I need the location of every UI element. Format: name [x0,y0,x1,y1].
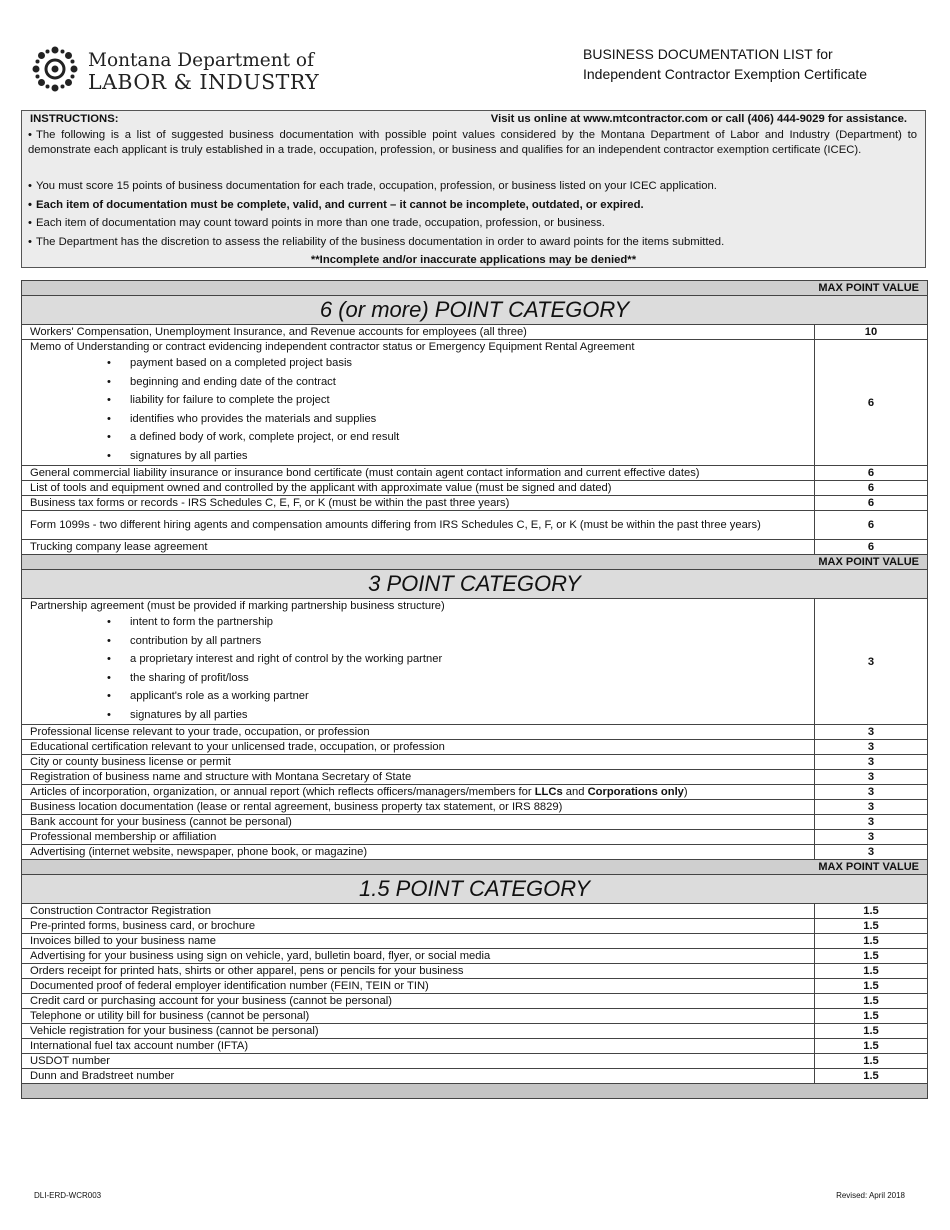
title-line-2: Independent Contractor Exemption Certificate [583,66,868,82]
item-text: General commercial liability insurance or insurance bond certificate (must contain agent contact information and current effective dates) [22,466,815,481]
table-row [22,800,928,815]
instruction-bullet: • Each item of documentation must be complete, valid, and current – it cannot be incomplete, outdated, or expired. [28,199,644,211]
point-value: 6 [815,511,928,540]
category-title: 1.5 POINT CATEGORY [22,875,928,904]
instruction-bullet: • The Department has the discretion to assess the reliability of the business documentation in order to award points for the items submitted. [28,236,725,248]
item-text: Memo of Understanding or contract evidencing independent contractor status or Emergency Equipment Rental Agreement [30,341,635,353]
table-row [22,1024,928,1039]
item-text: Business location documentation (lease or rental agreement, business property tax statement, or IRS 8829) [22,800,815,815]
table-row [22,496,928,511]
point-value: 1.5 [815,1009,928,1024]
item-text: International fuel tax account number (IFTA) [22,1039,815,1054]
item-text: Documented proof of federal employer identification number (FEIN, TEIN or TIN) [22,979,815,994]
point-value: 1.5 [815,934,928,949]
item-text: Professional membership or affiliation [22,830,815,845]
instructions-box [21,110,926,268]
item-text: Pre-printed forms, business card, or brochure [22,919,815,934]
table-row [22,979,928,994]
max-point-label: MAX POINT VALUE [22,281,928,296]
logo-line-2: LABOR & INDUSTRY [88,70,320,94]
table-row [22,994,928,1009]
list-item: • a defined body of work, complete project, or end result [130,428,806,447]
item-text: Registration of business name and structure with Montana Secretary of State [22,770,815,785]
point-value: 1.5 [815,1054,928,1069]
point-value: 3 [815,755,928,770]
list-item: • intent to form the partnership [130,613,806,632]
table-row [22,340,928,466]
list-item: • signatures by all parties [130,447,806,466]
point-value: 3 [815,815,928,830]
list-item: • liability for failure to complete the project [130,391,806,410]
list-item: • contribution by all partners [130,632,806,651]
item-text: Business tax forms or records - IRS Schedules C, E, F, or K (must be within the past three years) [22,496,815,511]
category-title: 3 POINT CATEGORY [22,570,928,599]
instruction-bullet: • The following is a list of suggested business documentation with possible point values considered by the Montana Department of Labor and Industry (Department) to demonstrate each applicant is truly established in a trade, occupation, profession, or business and qualifies for an independent contractor exemption certificate (ICEC). [28,129,917,156]
list-item: • payment based on a completed project basis [130,354,806,373]
contact-info: Visit us online at www.mtcontractor.com or call (406) 444-9029 for assistance. [490,113,907,125]
table-row [22,325,928,340]
table-row [22,815,928,830]
point-value: 6 [815,481,928,496]
point-value: 3 [815,740,928,755]
point-value: 1.5 [815,1069,928,1084]
list-item: • a proprietary interest and right of control by the working partner [130,650,806,669]
table-row [22,540,928,555]
point-value: 1.5 [815,919,928,934]
item-text: Advertising for your business using sign on vehicle, yard, bulletin board, flyer, or social media [22,949,815,964]
item-text: USDOT number [22,1054,815,1069]
list-item: • the sharing of profit/loss [130,669,806,688]
footer-bar [22,1084,928,1099]
llcs-text: LLCs [534,786,563,798]
form-number: DLI-ERD-WCR003 [34,1191,102,1200]
point-value: 1.5 [815,949,928,964]
max-point-label: MAX POINT VALUE [22,860,928,875]
list-item: • beginning and ending date of the contract [130,373,806,392]
table-row [22,845,928,860]
table-row [22,964,928,979]
instruction-bullet: • Each item of documentation may count toward points in more than one trade, occupation, profession, or business. [28,217,605,229]
max-point-header [22,281,928,296]
table-row [22,934,928,949]
point-value: 1.5 [815,904,928,919]
instruction-bullet: • You must score 15 points of business documentation for each trade, occupation, profession, or business listed on your ICEC application. [28,180,717,192]
item-text: Educational certification relevant to your unlicensed trade, occupation, or profession [22,740,815,755]
list-item: • applicant's role as a working partner [130,687,806,706]
point-value: 6 [815,496,928,511]
max-point-header [22,555,928,570]
table-row [22,1009,928,1024]
item-text: Professional license relevant to your trade, occupation, or profession [22,725,815,740]
item-text: Vehicle registration for your business (cannot be personal) [22,1024,815,1039]
point-value: 3 [815,770,928,785]
sub-bullet-list [30,354,806,465]
category-header [22,570,928,599]
table-row [22,904,928,919]
table-footer-bar [22,1084,928,1099]
document-title [583,44,867,84]
point-value: 1.5 [815,964,928,979]
list-item: • signatures by all parties [130,706,806,725]
point-value: 3 [815,785,928,800]
instructions-label: INSTRUCTIONS: [30,113,119,125]
item-text: Invoices billed to your business name [22,934,815,949]
table-row [22,481,928,496]
item-text: Advertising (internet website, newspaper, phone book, or magazine) [22,845,815,860]
point-value: 6 [815,466,928,481]
point-value: 6 [815,540,928,555]
point-value: 3 [815,599,928,725]
list-item: • identifies who provides the materials and supplies [130,410,806,429]
table-row [22,511,928,540]
table-row [22,1054,928,1069]
category-title: 6 (or more) POINT CATEGORY [22,296,928,325]
max-point-header [22,860,928,875]
item-text: Dunn and Bradstreet number [22,1069,815,1084]
item-text: Construction Contractor Registration [22,904,815,919]
item-text: Orders receipt for printed hats, shirts or other apparel, pens or pencils for your business [22,964,815,979]
table-row [22,949,928,964]
revision-date: Revised: April 2018 [836,1191,905,1200]
max-point-label: MAX POINT VALUE [22,555,928,570]
point-value: 6 [815,340,928,466]
category-header [22,296,928,325]
point-value: 1.5 [815,1039,928,1054]
point-value: 10 [815,325,928,340]
table-row [22,725,928,740]
sub-bullet-list [30,613,806,724]
point-value: 1.5 [815,979,928,994]
point-value: 3 [815,830,928,845]
logo-line-1: Montana Department of [88,50,314,71]
close-paren: ) [683,786,688,798]
table-row [22,919,928,934]
table-row [22,830,928,845]
title-line-1: BUSINESS DOCUMENTATION LIST for [583,46,833,62]
warning-text: **Incomplete and/or inaccurate applications may be denied** [310,254,637,266]
table-row [22,599,928,725]
item-text: Telephone or utility bill for business (cannot be personal) [22,1009,815,1024]
item-text: Workers' Compensation, Unemployment Insurance, and Revenue accounts for employees (all three) [22,325,815,340]
documentation-table [21,280,928,1099]
point-value: 3 [815,725,928,740]
table-row [22,466,928,481]
point-value: 3 [815,800,928,815]
table-row [22,740,928,755]
item-text: Bank account for your business (cannot be personal) [22,815,815,830]
corporations-text: Corporations only [587,786,684,798]
point-value: 1.5 [815,1024,928,1039]
table-row [22,1039,928,1054]
point-value: 1.5 [815,994,928,1009]
point-value: 3 [815,845,928,860]
item-text: Credit card or purchasing account for your business (cannot be personal) [22,994,815,1009]
item-text: Trucking company lease agreement [22,540,815,555]
item-text [22,785,815,800]
table-row [22,770,928,785]
articles-text: Articles of incorporation, organization, or annual report (which reflects officers/managers/members for [30,786,535,798]
table-row [22,1069,928,1084]
table-row [22,785,928,800]
table-row [22,755,928,770]
item-text: City or county business license or permit [22,755,815,770]
item-text: Form 1099s - two different hiring agents and compensation amounts differing from IRS Schedules C, E, F, or K (must be within the past three years) [22,511,815,540]
item-text: Partnership agreement (must be provided if marking partnership business structure) [30,600,445,612]
and-text: and [562,786,588,798]
item-text: List of tools and equipment owned and controlled by the applicant with approximate value (must be signed and dated) [22,481,815,496]
category-header [22,875,928,904]
seal-icon [30,42,80,96]
dli-logo [30,42,330,98]
